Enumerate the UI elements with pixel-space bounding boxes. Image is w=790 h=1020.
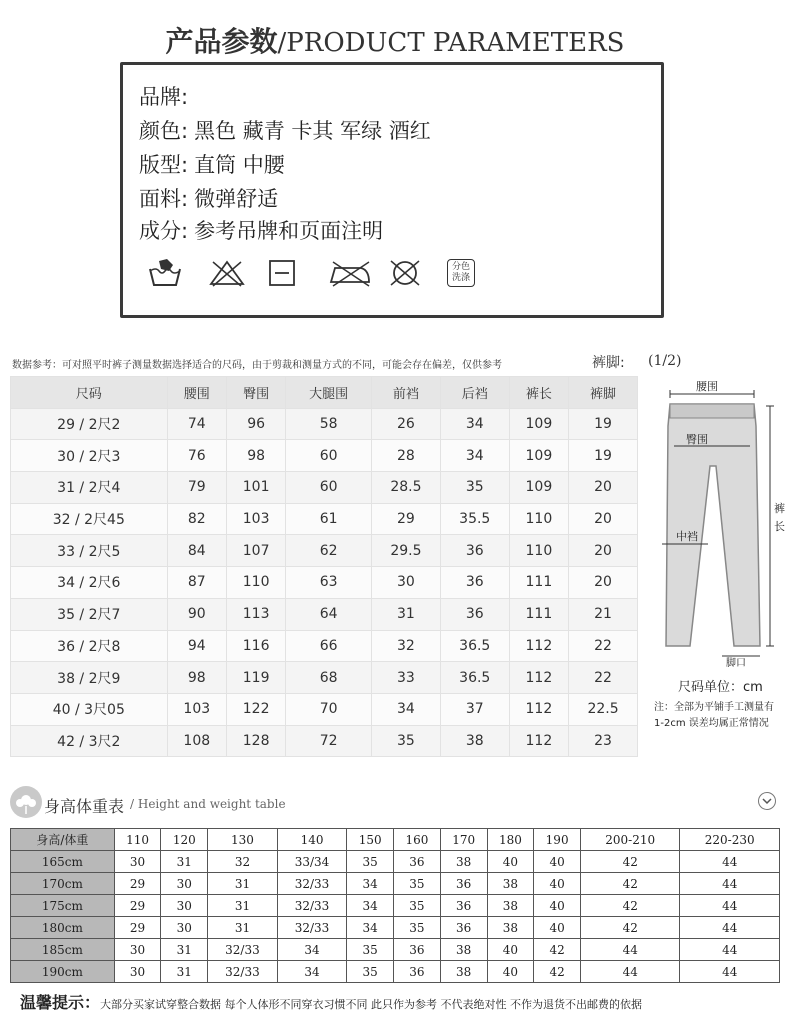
param-fit: 版型: 直筒 中腰 — [139, 153, 285, 177]
table-cell: 42 — [534, 961, 581, 983]
header-front-rise: 前裆 — [371, 377, 440, 409]
table-cell: 40 — [534, 851, 581, 873]
table-cell: 32/33 — [277, 895, 347, 917]
hw-weight-header: 170 — [440, 829, 487, 851]
table-cell: 40 / 3尺05 — [11, 693, 168, 725]
header-thigh: 大腿围 — [286, 377, 372, 409]
table-cell: 82 — [167, 503, 226, 535]
table-cell: 23 — [569, 725, 638, 757]
table-cell: 33 / 2尺5 — [11, 535, 168, 567]
table-cell: 36 — [394, 961, 441, 983]
table-cell: 31 / 2尺4 — [11, 472, 168, 504]
table-cell: 63 — [286, 567, 372, 599]
table-cell: 110 — [509, 503, 568, 535]
table-row — [11, 598, 638, 630]
header-waist: 腰围 — [167, 377, 226, 409]
table-cell: 31 — [371, 598, 440, 630]
table-cell: 29 — [114, 873, 161, 895]
table-cell: 22 — [569, 630, 638, 662]
table-cell: 38 — [440, 961, 487, 983]
table-cell: 58 — [286, 408, 372, 440]
table-row — [11, 895, 780, 917]
table-cell: 122 — [226, 693, 285, 725]
table-cell: 31 — [161, 939, 208, 961]
table-cell: 44 — [680, 851, 780, 873]
table-cell: 33 — [371, 662, 440, 694]
table-cell: 34 — [347, 917, 394, 939]
table-cell: 98 — [167, 662, 226, 694]
table-cell: 96 — [226, 408, 285, 440]
table-cell: 21 — [569, 598, 638, 630]
hw-height-cell: 190cm — [11, 961, 115, 983]
table-row — [11, 472, 638, 504]
hw-weight-header: 140 — [277, 829, 347, 851]
table-row — [11, 693, 638, 725]
table-row — [11, 535, 638, 567]
hw-weight-header: 180 — [487, 829, 534, 851]
table-cell: 34 — [347, 895, 394, 917]
table-cell: 72 — [286, 725, 372, 757]
table-cell: 35 — [347, 961, 394, 983]
product-parameters-box — [120, 62, 664, 318]
table-cell: 36 — [440, 535, 509, 567]
hw-table-header — [11, 829, 780, 851]
header-size: 尺码 — [11, 377, 168, 409]
table-cell: 30 — [161, 873, 208, 895]
table-cell: 35 / 2尺7 — [11, 598, 168, 630]
hand-wash-icon — [147, 255, 207, 291]
table-cell: 22.5 — [569, 693, 638, 725]
no-dry-clean-icon — [387, 255, 447, 291]
unit-note: 注：全部为平铺手工测量有 1-2cm 误差均属正常情况 — [654, 702, 774, 729]
table-cell: 42 — [534, 939, 581, 961]
table-cell: 29 — [114, 917, 161, 939]
param-composition: 成分: 参考吊牌和页面注明 — [139, 219, 384, 243]
table-cell: 35 — [347, 851, 394, 873]
warm-tip — [20, 990, 642, 1013]
table-cell: 36 — [394, 939, 441, 961]
table-cell: 103 — [167, 693, 226, 725]
table-cell: 31 — [161, 961, 208, 983]
care-icons — [147, 255, 507, 291]
table-cell: 29 / 2尺2 — [11, 408, 168, 440]
pants-diagram — [652, 376, 790, 676]
table-cell: 34 — [347, 873, 394, 895]
pants-hem-label: 裤脚: — [592, 355, 625, 371]
table-cell: 26 — [371, 408, 440, 440]
hw-weight-header: 220-230 — [680, 829, 780, 851]
header-back-rise: 后裆 — [440, 377, 509, 409]
table-cell: 68 — [286, 662, 372, 694]
table-cell: 111 — [509, 567, 568, 599]
table-cell: 112 — [509, 693, 568, 725]
table-cell: 29.5 — [371, 535, 440, 567]
table-cell: 60 — [286, 472, 372, 504]
table-cell: 38 — [487, 917, 534, 939]
table-cell: 37 — [440, 693, 509, 725]
table-cell: 32 — [371, 630, 440, 662]
table-cell: 35 — [394, 917, 441, 939]
table-cell: 61 — [286, 503, 372, 535]
table-cell: 32 / 2尺45 — [11, 503, 168, 535]
table-cell: 31 — [208, 895, 278, 917]
table-cell: 90 — [167, 598, 226, 630]
table-cell: 29 — [114, 895, 161, 917]
header-length: 裤长 — [509, 377, 568, 409]
table-cell: 40 — [534, 917, 581, 939]
chevron-down-icon — [758, 792, 776, 810]
table-cell: 34 — [440, 440, 509, 472]
table-cell: 94 — [167, 630, 226, 662]
height-weight-title: 身高体重表 — [44, 797, 125, 816]
table-cell: 36 — [440, 895, 487, 917]
header-hip: 臀围 — [226, 377, 285, 409]
table-cell: 28 — [371, 440, 440, 472]
table-row — [11, 873, 780, 895]
table-cell: 30 — [114, 939, 161, 961]
table-cell: 87 — [167, 567, 226, 599]
table-row — [11, 440, 638, 472]
table-cell: 74 — [167, 408, 226, 440]
table-cell: 107 — [226, 535, 285, 567]
table-cell: 30 — [161, 895, 208, 917]
table-row — [11, 408, 638, 440]
table-cell: 62 — [286, 535, 372, 567]
table-cell: 110 — [226, 567, 285, 599]
table-cell: 112 — [509, 630, 568, 662]
size-table — [10, 376, 638, 757]
table-cell: 35 — [371, 725, 440, 757]
hw-corner-header: 身高/体重 — [11, 829, 115, 851]
table-cell: 44 — [680, 895, 780, 917]
size-note: 数据参考：可对照平时裤子测量数据选择适合的尺码，由于剪裁和测量方式的不同，可能会存在偏差，仅供参考 — [12, 360, 502, 371]
table-cell: 128 — [226, 725, 285, 757]
table-cell: 38 — [487, 895, 534, 917]
table-cell: 35 — [440, 472, 509, 504]
table-cell: 113 — [226, 598, 285, 630]
table-cell: 116 — [226, 630, 285, 662]
table-cell: 101 — [226, 472, 285, 504]
table-cell: 32/33 — [277, 917, 347, 939]
page-title — [0, 20, 790, 60]
diagram-hip-label: 臀围 — [686, 433, 708, 446]
table-cell: 44 — [680, 961, 780, 983]
tip-text: 大部分买家试穿整合数据 每个人体形不同穿衣习惯不同 此只作为参考 不代表绝对性 不作为退货不出邮费的依据 — [100, 998, 642, 1011]
table-cell: 36.5 — [440, 630, 509, 662]
table-cell: 36 — [440, 598, 509, 630]
table-cell: 32/33 — [277, 873, 347, 895]
table-cell: 84 — [167, 535, 226, 567]
table-cell: 34 — [277, 961, 347, 983]
height-weight-subtitle: / Height and weight table — [130, 797, 286, 811]
table-cell: 112 — [509, 725, 568, 757]
table-cell: 33/34 — [277, 851, 347, 873]
table-cell: 44 — [581, 961, 680, 983]
hw-weight-header: 110 — [114, 829, 161, 851]
table-cell: 44 — [680, 873, 780, 895]
table-cell: 30 / 2尺3 — [11, 440, 168, 472]
table-cell: 64 — [286, 598, 372, 630]
diagram-crotch-label: 中裆 — [676, 530, 698, 543]
param-color: 颜色: 黑色 藏青 卡其 军绿 酒红 — [139, 119, 431, 143]
size-table-header — [11, 377, 638, 409]
unit-text: 尺码单位：cm — [678, 680, 763, 695]
title-en: /PRODUCT PARAMETERS — [277, 28, 625, 58]
table-cell: 32/33 — [208, 961, 278, 983]
diagram-waist-label: 腰围 — [696, 380, 718, 393]
table-cell: 42 / 3尺2 — [11, 725, 168, 757]
table-cell: 42 — [581, 917, 680, 939]
table-cell: 36 — [440, 873, 487, 895]
hw-height-cell: 170cm — [11, 873, 115, 895]
table-cell: 34 — [440, 408, 509, 440]
table-cell: 44 — [680, 917, 780, 939]
table-cell: 32 — [208, 851, 278, 873]
header-hem: 裤脚 — [569, 377, 638, 409]
diagram-length-label: 裤 长 — [774, 502, 785, 533]
table-row — [11, 939, 780, 961]
hw-weight-header: 150 — [347, 829, 394, 851]
table-cell: 30 — [161, 917, 208, 939]
wash-separately-icon: 分色 洗涤 — [447, 255, 507, 291]
table-row — [11, 917, 780, 939]
table-cell: 22 — [569, 662, 638, 694]
table-cell: 60 — [286, 440, 372, 472]
table-cell: 42 — [581, 851, 680, 873]
cotton-logo-icon — [10, 786, 42, 818]
table-cell: 109 — [509, 472, 568, 504]
title-cn: 产品参数 — [165, 25, 278, 58]
table-cell: 109 — [509, 408, 568, 440]
table-row — [11, 503, 638, 535]
table-cell: 20 — [569, 567, 638, 599]
hw-height-cell: 180cm — [11, 917, 115, 939]
table-cell: 79 — [167, 472, 226, 504]
table-cell: 112 — [509, 662, 568, 694]
no-iron-icon — [327, 255, 387, 291]
table-cell: 44 — [581, 939, 680, 961]
table-cell: 19 — [569, 440, 638, 472]
table-cell: 35 — [347, 939, 394, 961]
table-cell: 40 — [534, 873, 581, 895]
table-cell: 111 — [509, 598, 568, 630]
table-cell: 38 / 2尺9 — [11, 662, 168, 694]
table-cell: 108 — [167, 725, 226, 757]
diagram-hem-label: 脚口 — [726, 658, 746, 669]
table-row — [11, 851, 780, 873]
table-cell: 31 — [208, 873, 278, 895]
table-cell: 32/33 — [208, 939, 278, 961]
table-cell: 29 — [371, 503, 440, 535]
table-cell: 31 — [208, 917, 278, 939]
table-cell: 20 — [569, 535, 638, 567]
table-cell: 34 — [277, 939, 347, 961]
page-indicator: (1/2) — [648, 353, 682, 369]
flat-dry-icon — [267, 255, 327, 291]
table-cell: 30 — [114, 851, 161, 873]
hw-weight-header: 120 — [161, 829, 208, 851]
hw-height-cell: 175cm — [11, 895, 115, 917]
table-row — [11, 567, 638, 599]
table-cell: 35 — [394, 873, 441, 895]
table-cell: 42 — [581, 895, 680, 917]
table-row — [11, 725, 638, 757]
table-cell: 35.5 — [440, 503, 509, 535]
table-cell: 38 — [440, 939, 487, 961]
height-weight-header — [10, 786, 782, 824]
table-cell: 36 — [394, 851, 441, 873]
table-cell: 30 — [371, 567, 440, 599]
table-cell: 110 — [509, 535, 568, 567]
table-row — [11, 961, 780, 983]
table-cell: 40 — [487, 961, 534, 983]
table-cell: 34 / 2尺6 — [11, 567, 168, 599]
param-brand: 品牌: — [139, 85, 189, 109]
table-cell: 34 — [371, 693, 440, 725]
table-cell: 40 — [487, 851, 534, 873]
param-fabric: 面料: 微弹舒适 — [139, 187, 279, 211]
table-cell: 38 — [440, 725, 509, 757]
table-cell: 44 — [680, 939, 780, 961]
table-cell: 20 — [569, 503, 638, 535]
table-cell: 98 — [226, 440, 285, 472]
table-cell: 42 — [581, 873, 680, 895]
hw-height-cell: 185cm — [11, 939, 115, 961]
table-cell: 31 — [161, 851, 208, 873]
hw-weight-header: 190 — [534, 829, 581, 851]
table-cell: 70 — [286, 693, 372, 725]
height-weight-table — [10, 828, 780, 983]
table-cell: 40 — [534, 895, 581, 917]
table-row — [11, 630, 638, 662]
table-cell: 109 — [509, 440, 568, 472]
table-cell: 20 — [569, 472, 638, 504]
hw-weight-header: 200-210 — [581, 829, 680, 851]
table-cell: 36 — [440, 567, 509, 599]
table-row — [11, 662, 638, 694]
table-cell: 76 — [167, 440, 226, 472]
table-cell: 36.5 — [440, 662, 509, 694]
table-cell: 119 — [226, 662, 285, 694]
table-cell: 36 / 2尺8 — [11, 630, 168, 662]
table-cell: 66 — [286, 630, 372, 662]
table-cell: 36 — [440, 917, 487, 939]
hw-weight-header: 160 — [394, 829, 441, 851]
table-cell: 103 — [226, 503, 285, 535]
table-cell: 19 — [569, 408, 638, 440]
table-cell: 30 — [114, 961, 161, 983]
hw-height-cell: 165cm — [11, 851, 115, 873]
table-cell: 28.5 — [371, 472, 440, 504]
hw-weight-header: 130 — [208, 829, 278, 851]
tip-label: 温馨提示： — [20, 993, 101, 1012]
table-cell: 38 — [440, 851, 487, 873]
no-bleach-icon — [207, 255, 267, 291]
table-cell: 35 — [394, 895, 441, 917]
table-cell: 38 — [487, 873, 534, 895]
table-cell: 40 — [487, 939, 534, 961]
